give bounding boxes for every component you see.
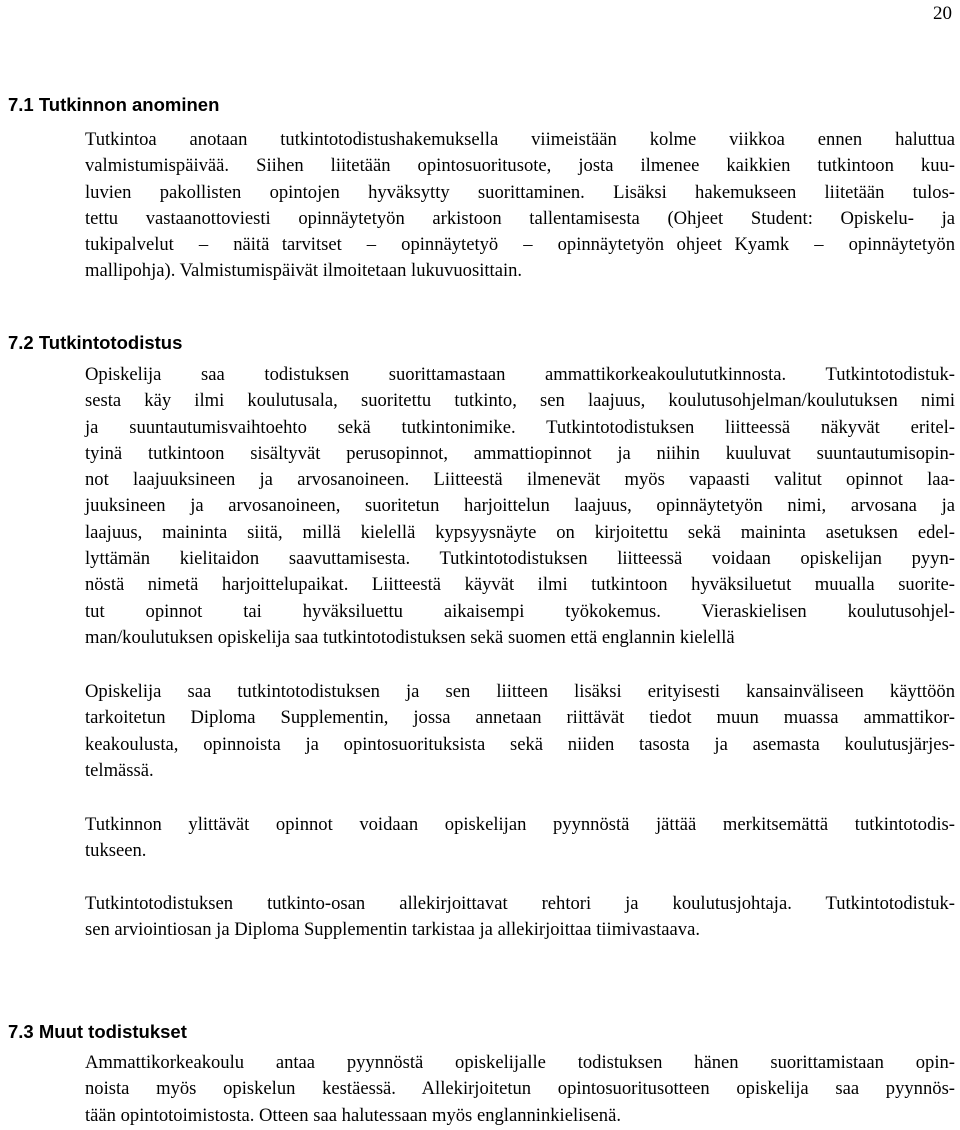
text-line: tään opintotoimistosta. Otteen saa halutessaan myös englanninkielisenä. bbox=[85, 1104, 621, 1126]
text-line: tukseen. bbox=[85, 840, 147, 862]
text-line: tarkoitetun Diploma Supplementin, jossa annetaan riittävät tiedot muun muassa ammattikor- bbox=[85, 707, 955, 729]
text-line: Opiskelija saa todistuksen suorittamastaan ammattikorkeakoulututkinnosta. Tutkintotodistuk- bbox=[85, 364, 955, 385]
text-line: tyinä tutkintoon sisältyvät perusopinnot, ammattiopinnot ja niihin kuuluvat suuntautumisopin- bbox=[85, 442, 955, 464]
paragraph-7-1-1 bbox=[85, 127, 955, 285]
text-line: luvien pakollisten opintojen hyväksytty suorittaminen. Lisäksi hakemukseen liitetään tulos- bbox=[85, 181, 955, 203]
text-line: Ammattikorkeakoulu antaa pyynnöstä opiskelijalle todistuksen hänen suorittamistaan opin- bbox=[85, 1052, 955, 1073]
text-line: valmistumispäivää. Siihen liitetään opintosuoritusote, josta ilmenee kaikkien tutkintoon kuu- bbox=[85, 155, 955, 177]
section-heading-7-3: 7.3 Muut todistukset bbox=[8, 1021, 187, 1042]
paragraph-7-2-1 bbox=[85, 362, 955, 651]
text-line: Tutkintotodistuksen tutkinto-osan allekirjoittavat rehtori ja koulutusjohtaja. Tutkintotodistuk- bbox=[85, 893, 955, 914]
text-line: telmässä. bbox=[85, 759, 154, 781]
text-line: Tutkintoa anotaan tutkintotodistushakemuksella viimeistään kolme viikkoa ennen haluttua bbox=[85, 129, 955, 150]
section-heading-7-1: 7.1 Tutkinnon anominen bbox=[8, 94, 220, 115]
text-line: man/koulutuksen opiskelija saa tutkintotodistuksen sekä suomen että englannin kielellä bbox=[85, 626, 735, 648]
text-line: mallipohja). Valmistumispäivät ilmoitetaan lukuvuosittain. bbox=[85, 260, 523, 282]
text-line: tukipalvelut – näitä tarvitset – opinnäytetyö – opinnäytetyön ohjeet Kyamk – opinnäytetyön bbox=[85, 234, 955, 256]
text-line: sen arviointiosan ja Diploma Supplementin tarkistaa ja allekirjoittaa tiimivastaava. bbox=[85, 919, 700, 941]
text-line: nöstä nimetä harjoittelupaikat. Liitteestä käyvät ilmi tutkintoon hyväksiluetut muualla suorite- bbox=[85, 574, 955, 596]
text-line: tut opinnot tai hyväksiluettu aikaisempi työkokemus. Vieraskielisen koulutusohjel- bbox=[85, 600, 955, 622]
text-line: lyttämän kielitaidon saavuttamisesta. Tutkintotodistuksen liitteessä voidaan opiskelijan pyyn- bbox=[85, 548, 955, 570]
paragraph-7-2-3 bbox=[85, 812, 955, 865]
paragraph-7-2-4 bbox=[85, 891, 955, 944]
text-line: noista myös opiskelun kestäessä. Allekirjoitetun opintosuoritusotteen opiskelija saa pyynnös- bbox=[85, 1078, 955, 1100]
text-line: ja suuntautumisvaihtoehto sekä tutkintonimike. Tutkintotodistuksen liitteessä näkyvät eritel- bbox=[85, 416, 955, 438]
text-line: juuksineen ja arvosanoineen, suoritetun harjoittelun laajuus, opinnäytetyön nimi, arvosana ja bbox=[85, 495, 955, 517]
text-line: sesta käy ilmi koulutusala, suoritettu tutkinto, sen laajuus, koulutusohjelman/koulutuksen nimi bbox=[85, 390, 955, 412]
text-line: keakoulusta, opinnoista ja opintosuorituksista sekä niiden tasosta ja asemasta koulutusjärjes- bbox=[85, 733, 955, 755]
text-line: tettu vastaanottoviesti opinnäytetyön arkistoon tallentamisesta (Ohjeet Student: Opiskelu- ja bbox=[85, 207, 955, 229]
paragraph-7-2-2 bbox=[85, 679, 955, 784]
paragraph-7-3-1 bbox=[85, 1050, 955, 1129]
section-heading-7-2: 7.2 Tutkintotodistus bbox=[8, 332, 183, 353]
text-line: laajuus, maininta siitä, millä kielellä kypsyysnäyte on kirjoitettu sekä maininta asetuksen edel- bbox=[85, 521, 955, 543]
text-line: Tutkinnon ylittävät opinnot voidaan opiskelijan pyynnöstä jättää merkitsemättä tutkintotodis- bbox=[85, 814, 955, 835]
text-line: not laajuuksineen ja arvosanoineen. Liitteestä ilmenevät myös vapaasti valitut opinnot laa- bbox=[85, 469, 955, 491]
text-line: Opiskelija saa tutkintotodistuksen ja sen liitteen lisäksi erityisesti kansainväliseen käyttöön bbox=[85, 681, 955, 702]
page-number: 20 bbox=[933, 3, 952, 24]
